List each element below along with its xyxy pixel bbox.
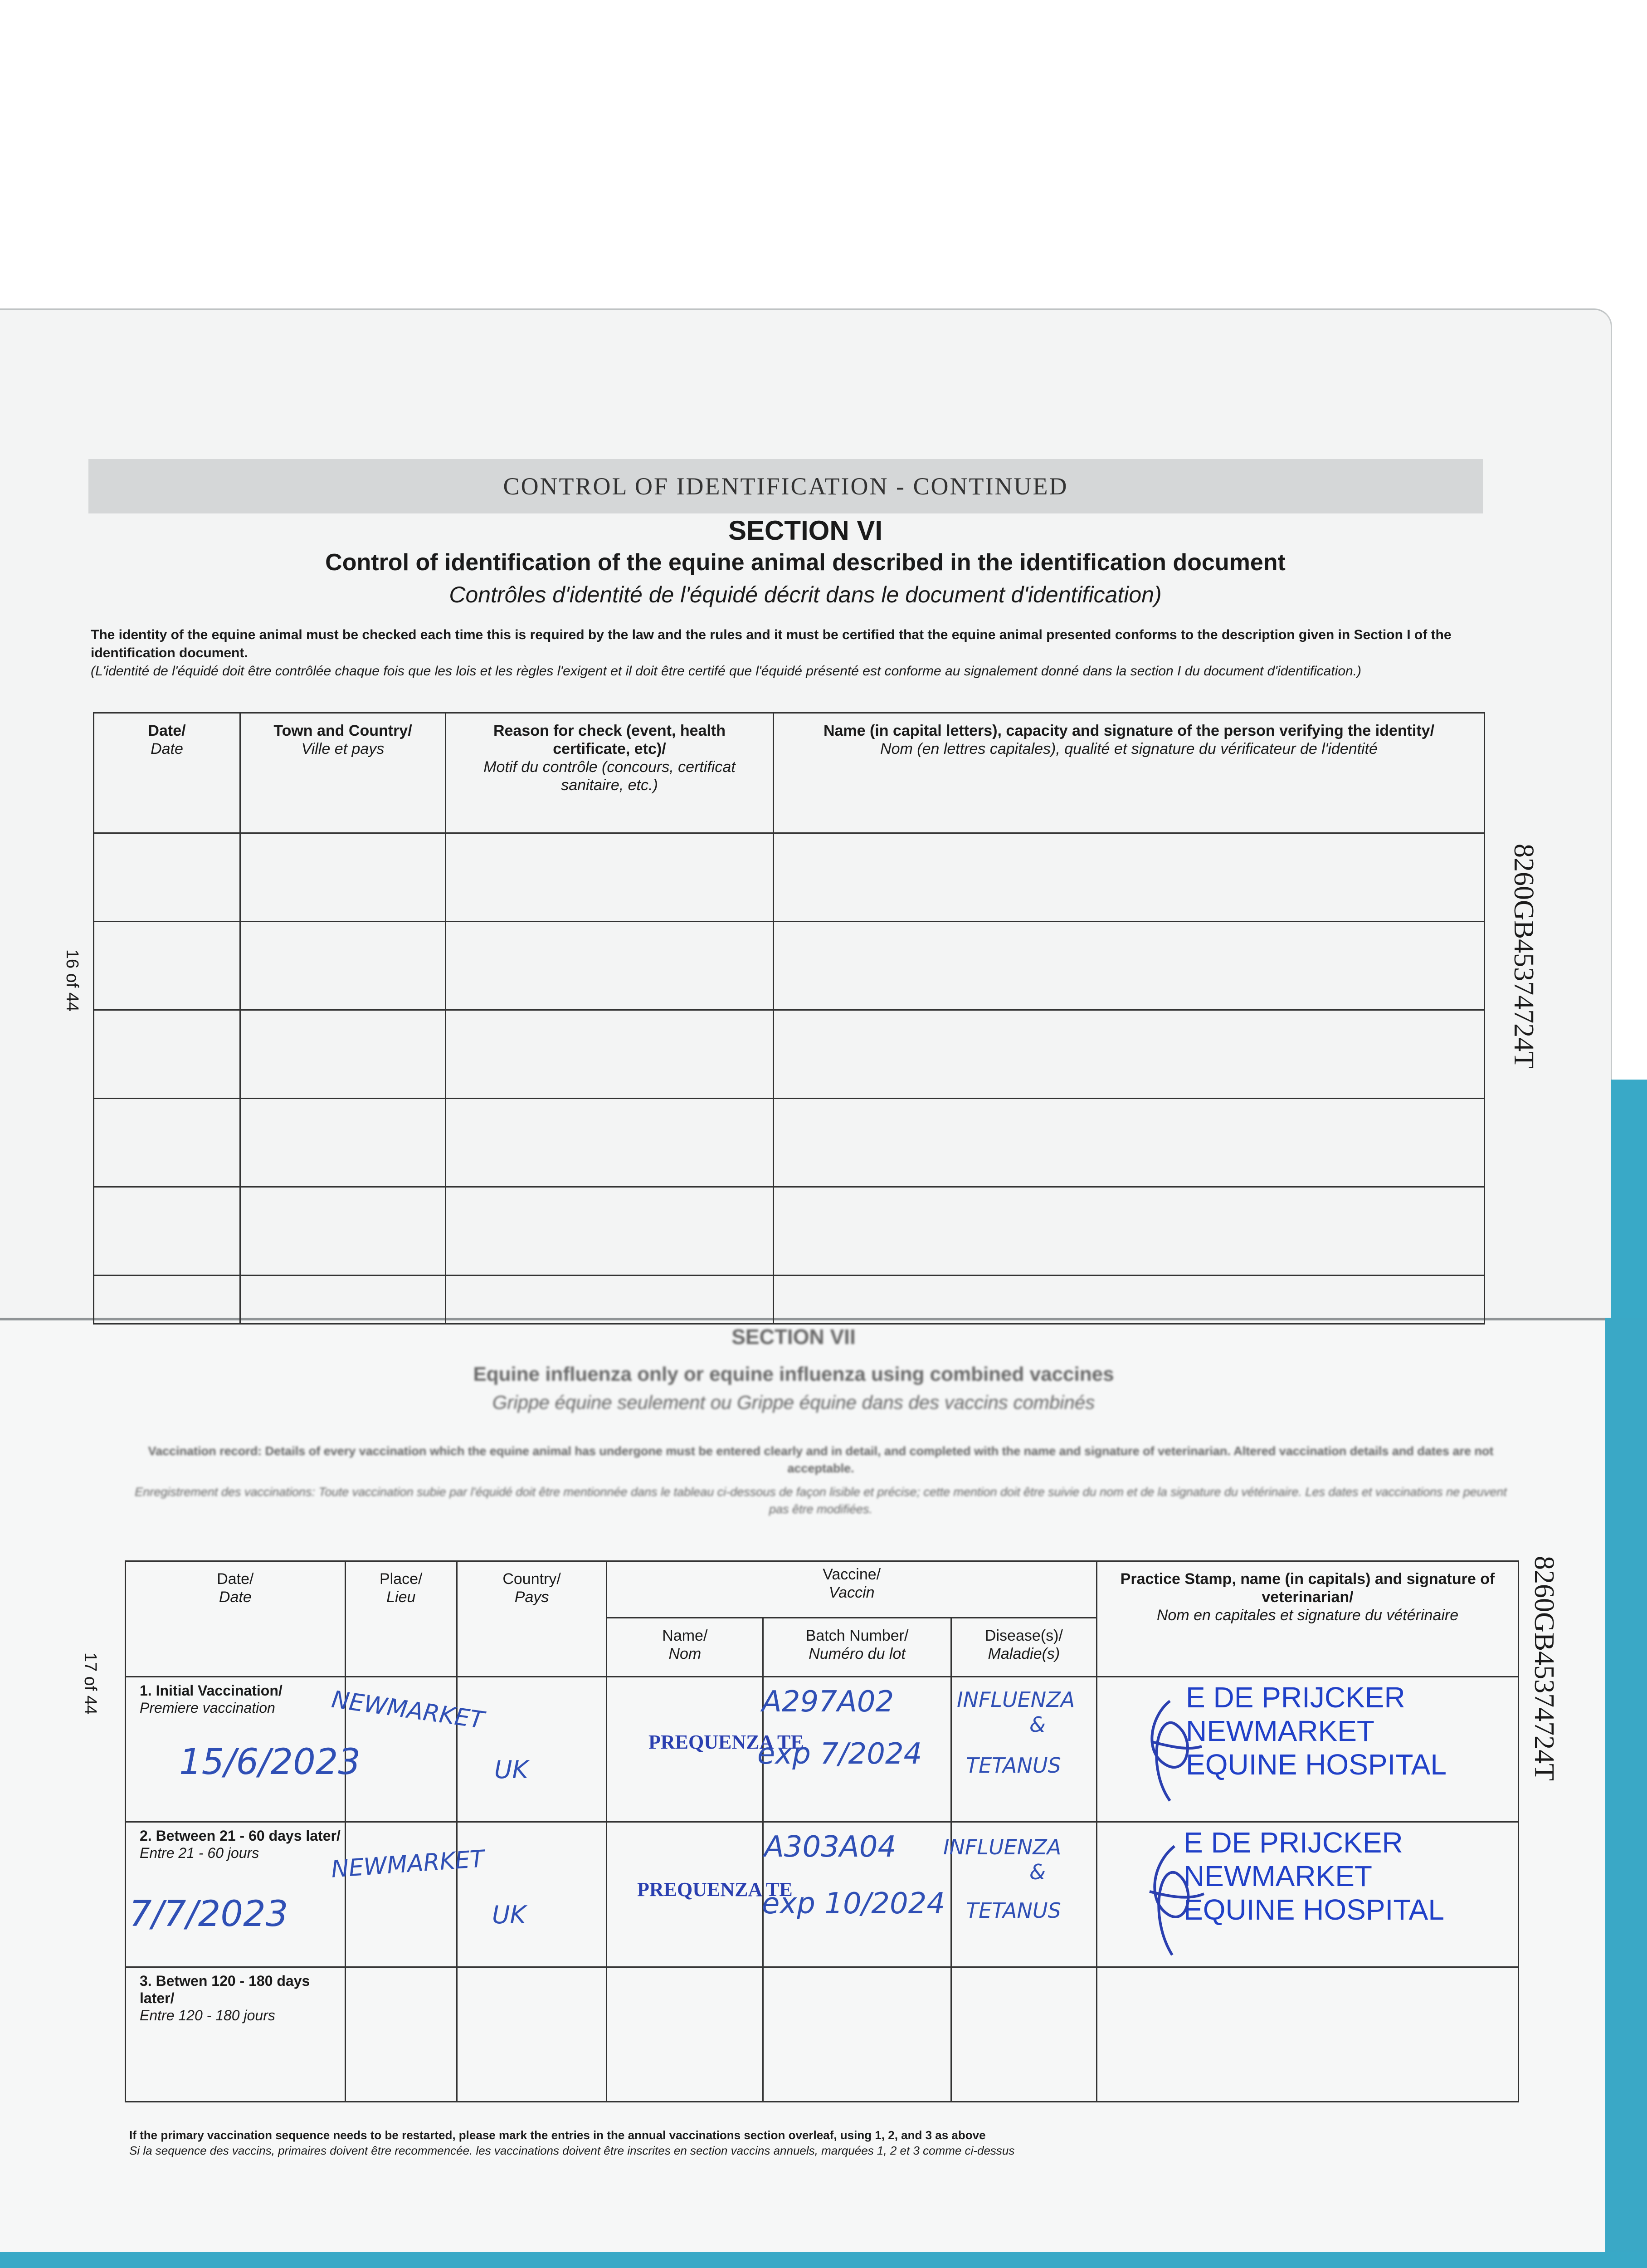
serial-number: 8260GB45374724T xyxy=(1529,1556,1559,1781)
town-cell[interactable] xyxy=(240,1187,446,1276)
stamp-cell[interactable] xyxy=(1096,1967,1518,2102)
table-row xyxy=(126,1967,1519,2102)
column-header-date: Date/ Date xyxy=(94,713,240,833)
batch-cell[interactable] xyxy=(763,1967,951,2102)
column-header-verifier: Name (in capital letters), capacity and signature of the person verifying the identity/ Nom (en lettres capitales), qualité et signature du vérificateur de l'identité xyxy=(774,713,1485,833)
verifier-cell[interactable] xyxy=(774,1187,1485,1276)
verifier-cell[interactable] xyxy=(774,1099,1485,1187)
table-row xyxy=(94,922,1485,1010)
row-label-cell: 3. Betwen 120 - 180 days later/ Entre 120 - 180 jours xyxy=(126,1967,346,2102)
country-cell[interactable] xyxy=(457,1967,607,2102)
column-header-place: Place/ Lieu xyxy=(345,1561,457,1677)
page-number: 17 of 44 xyxy=(81,1652,100,1715)
date-cell[interactable] xyxy=(94,922,240,1010)
column-header-date: Date/ Date xyxy=(126,1561,346,1677)
vaccination-intro-en: Vaccination record: Details of every vaccination which the equine animal has undergone must be entered clearly and in detail, and completed with the name and signature of veterinarian. Altered vaccination details and dates are not acceptable. xyxy=(148,1444,1494,1475)
country-cell[interactable] xyxy=(457,1822,607,1967)
passport-cover-edge xyxy=(1605,1318,1647,2259)
country-cell[interactable] xyxy=(457,1677,607,1822)
column-header-vaccine-name: Name/ Nom xyxy=(607,1618,763,1677)
handwritten-expiry: exp 10/2024 xyxy=(762,1887,945,1921)
reason-cell[interactable] xyxy=(446,833,774,922)
passport-cover-edge xyxy=(0,2252,1647,2268)
date-cell[interactable] xyxy=(94,1187,240,1276)
identity-check-table xyxy=(93,712,1485,1325)
column-header-stamp: Practice Stamp, name (in capitals) and signature of veterinarian/ Nom en capitales et signature du vétérinaire xyxy=(1096,1561,1518,1677)
vet-signature xyxy=(1125,1842,1215,1960)
column-header-country: Country/ Pays xyxy=(457,1561,607,1677)
town-cell[interactable] xyxy=(240,922,446,1010)
handwritten-batch: A303A04 xyxy=(764,1830,897,1864)
date-cell[interactable] xyxy=(94,833,240,922)
handwritten-place: NEWMARKET xyxy=(330,1845,486,1883)
place-cell[interactable] xyxy=(345,1967,457,2102)
handwritten-disease: TETANUS xyxy=(966,1753,1061,1778)
row-label-cell: 1. Initial Vaccination/ Premiere vaccination xyxy=(126,1677,346,1822)
handwritten-disease: TETANUS xyxy=(966,1898,1061,1923)
handwritten-disease: INFLUENZA xyxy=(943,1835,1062,1859)
vet-practice-stamp: E DE PRIJCKER NEWMARKET EQUINE HOSPITAL xyxy=(1184,1826,1444,1926)
table-row xyxy=(94,1099,1485,1187)
section-title: Equine influenza only or equine influenza using combined vaccines xyxy=(473,1363,1114,1385)
date-cell[interactable] xyxy=(94,1010,240,1099)
vaccine-name-stamp: PREQUENZA TE xyxy=(648,1731,804,1753)
serial-number: 8260GB45374724T xyxy=(1508,844,1539,1069)
handwritten-expiry: exp 7/2024 xyxy=(757,1737,922,1771)
column-header-town: Town and Country/ Ville et pays xyxy=(240,713,446,833)
column-header-vaccine: Vaccine/ Vaccin xyxy=(607,1561,1097,1618)
column-header-reason: Reason for check (event, health certificate, etc)/ Motif du contrôle (concours, certificat sanitaire, etc.) xyxy=(446,713,774,833)
vaccine-name-stamp: PREQUENZA TE xyxy=(637,1878,793,1901)
handwritten-date: 7/7/2023 xyxy=(129,1894,288,1935)
place-cell[interactable] xyxy=(345,1822,457,1967)
handwritten-disease-join: & xyxy=(1029,1712,1046,1737)
vaccination-intro-fr: Enregistrement des vaccinations: Toute vaccination subie par l'équidé doit être mentionnée dans le tableau ci-dessous de façon lisible et précise; cette mention doit être suivie du nom et de la signature du vétérinaire. Les dates et vaccinations ne peuvent pas être modifiées. xyxy=(135,1485,1507,1516)
intro-text xyxy=(91,626,1474,680)
column-header-batch: Batch Number/ Numéro du lot xyxy=(763,1618,951,1677)
section-title: Control of identification of the equine animal described in the identification document xyxy=(325,549,1286,576)
handwritten-batch: A297A02 xyxy=(762,1685,894,1719)
column-header-disease: Disease(s)/ Maladie(s) xyxy=(951,1618,1096,1677)
town-cell[interactable] xyxy=(240,1099,446,1187)
disease-cell[interactable] xyxy=(951,1967,1096,2102)
table-row xyxy=(94,833,1485,922)
reason-cell[interactable] xyxy=(446,1187,774,1276)
handwritten-disease-join: & xyxy=(1029,1860,1046,1884)
row-label-cell: 2. Between 21 - 60 days later/ Entre 21 - 60 jours xyxy=(126,1822,346,1967)
handwritten-disease: INFLUENZA xyxy=(957,1687,1075,1712)
verifier-cell[interactable] xyxy=(774,922,1485,1010)
vet-signature xyxy=(1125,1696,1215,1805)
vaccine-name-cell[interactable] xyxy=(607,1967,763,2102)
section-subtitle: Contrôles d'identité de l'équidé décrit dans le document d'identification) xyxy=(449,582,1162,607)
handwritten-country: UK xyxy=(492,1901,526,1929)
date-cell[interactable] xyxy=(94,1099,240,1187)
table-row xyxy=(94,1187,1485,1276)
section-heading: SECTION VII xyxy=(731,1325,856,1349)
section-subtitle: Grippe équine seulement ou Grippe équine dans des vaccins combinés xyxy=(492,1392,1095,1413)
footnote xyxy=(129,2127,1535,2158)
reason-cell[interactable] xyxy=(446,922,774,1010)
passport-cover-edge xyxy=(1611,1080,1647,1334)
town-cell[interactable] xyxy=(240,1010,446,1099)
handwritten-place: NEWMARKET xyxy=(330,1686,486,1735)
town-cell[interactable] xyxy=(240,833,446,922)
page-number: 16 of 44 xyxy=(63,949,82,1012)
handwritten-date: 15/6/2023 xyxy=(179,1742,361,1783)
table-row xyxy=(94,1276,1485,1324)
reason-cell[interactable] xyxy=(446,1099,774,1187)
intro-en: The identity of the equine animal must be checked each time this is required by the law and the rules and it must be certified that the equine animal presented conforms to the description given in Section I of the identification document. xyxy=(91,627,1452,660)
intro-fr: (L'identité de l'équidé doit être contrôlée chaque fois que les lois et les règles l'exigent et il doit être certifé que l'équidé présenté est conforme au signalement donné dans la section I du document d'identification.) xyxy=(91,664,1362,679)
footnote-en: If the primary vaccination sequence needs to be restarted, please mark the entries in the annual vaccinations section overleaf, using 1, 2, and 3 as above xyxy=(129,2128,986,2142)
vet-practice-stamp: E DE PRIJCKER NEWMARKET EQUINE HOSPITAL xyxy=(1186,1681,1447,1781)
section-heading: SECTION VI xyxy=(728,515,883,546)
verifier-cell[interactable] xyxy=(774,833,1485,922)
section-banner: CONTROL OF IDENTIFICATION - CONTINUED xyxy=(88,459,1483,513)
footnote-fr: Si la sequence des vaccins, primaires doivent être recommencée. les vaccinations doivent être inscrites en section vaccins annuels, marquées 1, 2 et 3 comme ci-dessus xyxy=(129,2144,1015,2157)
table-row xyxy=(94,1010,1485,1099)
verifier-cell[interactable] xyxy=(774,1010,1485,1099)
handwritten-country: UK xyxy=(494,1755,528,1784)
reason-cell[interactable] xyxy=(446,1010,774,1099)
